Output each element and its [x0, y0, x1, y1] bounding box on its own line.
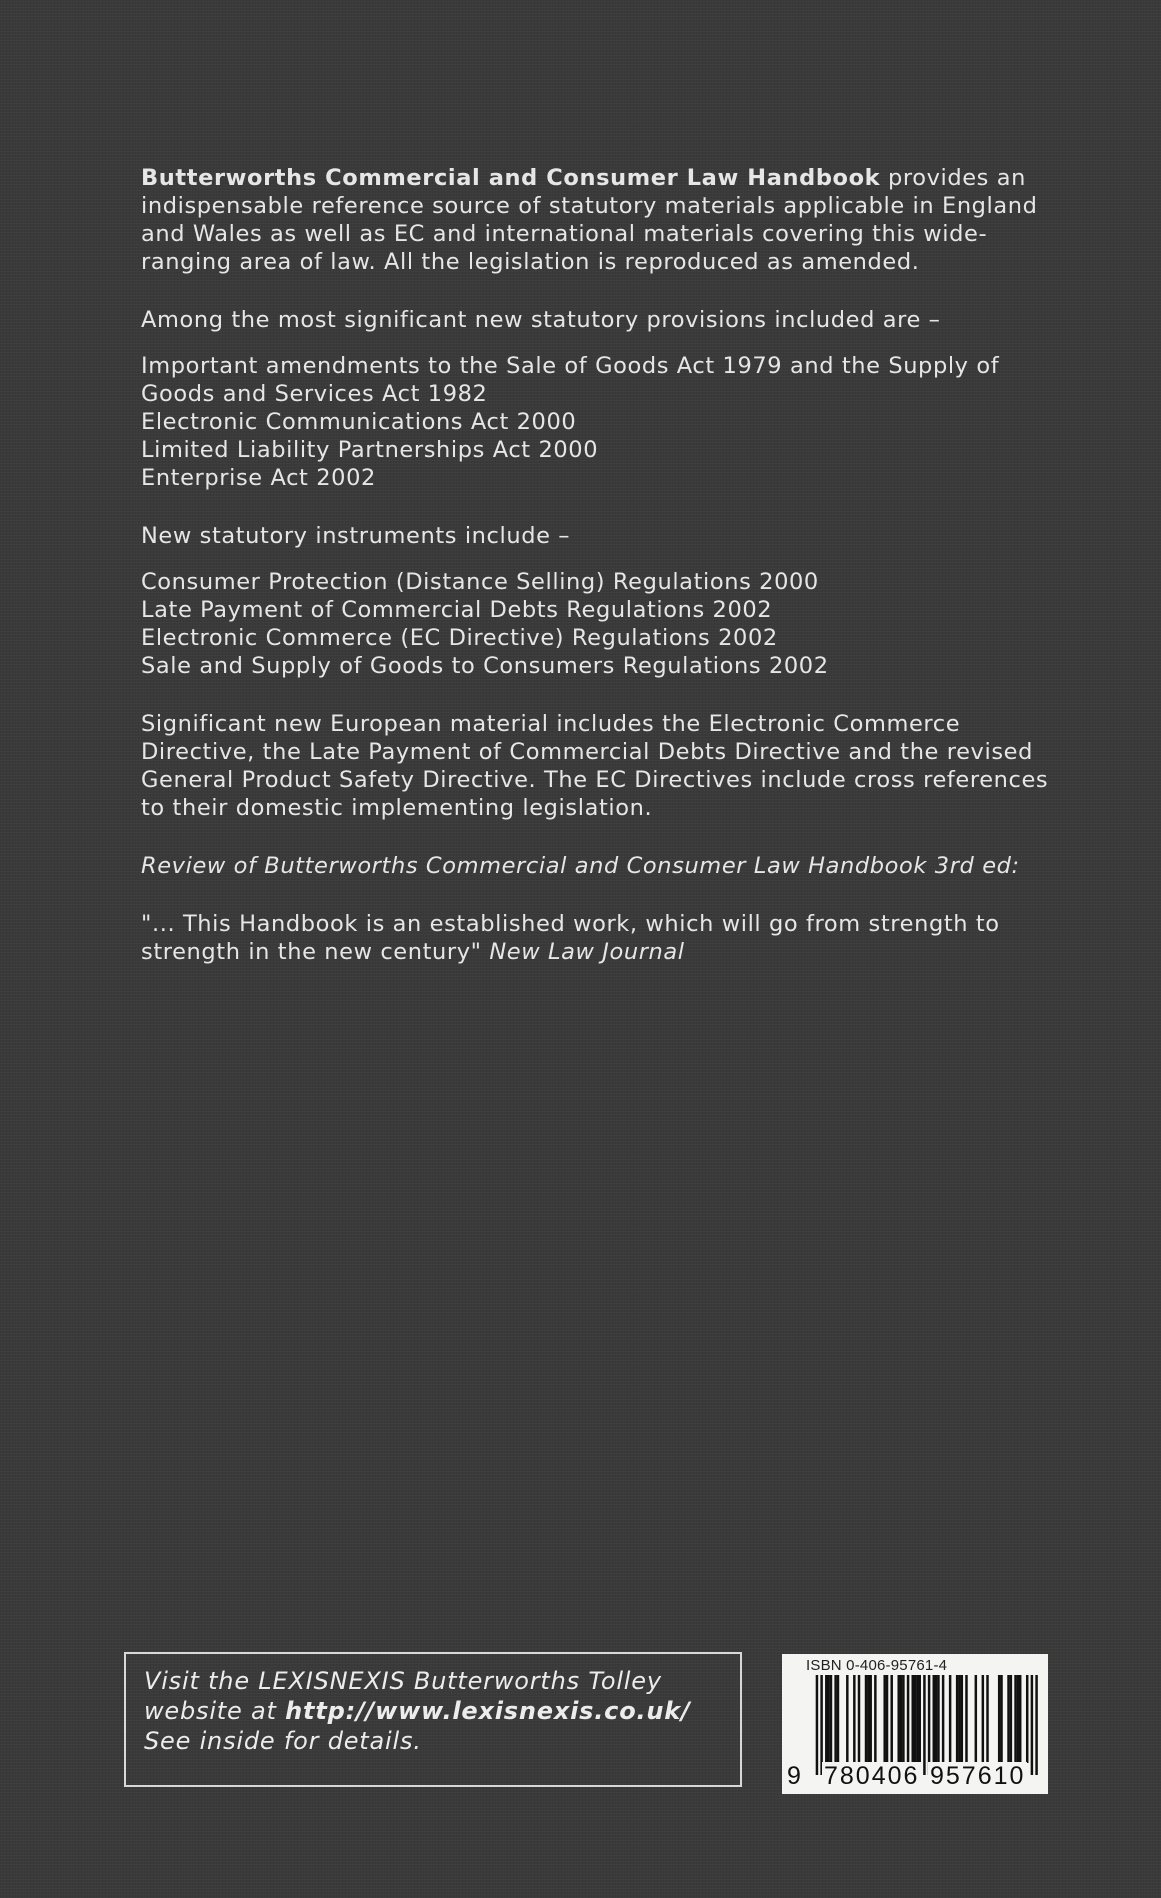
statutory-list — [141, 352, 1061, 492]
book-title: Butterworths Commercial and Consumer Law Handbook — [141, 165, 881, 191]
barcode-bar — [830, 1675, 832, 1763]
barcode-bar — [867, 1675, 869, 1763]
barcode-bar — [935, 1675, 937, 1763]
barcode-bar — [986, 1675, 988, 1763]
promo-line-2 — [144, 1696, 722, 1726]
barcode-bar — [975, 1675, 977, 1763]
ean-first-digit: 9 — [787, 1762, 803, 1790]
barcode-bar — [928, 1675, 930, 1775]
barcode-bar — [858, 1675, 860, 1763]
barcode-bar — [883, 1675, 885, 1763]
barcode-bar — [956, 1675, 958, 1763]
barcode-bar — [846, 1675, 848, 1763]
barcode-bar — [919, 1675, 921, 1763]
website-link[interactable]: http://www.lexisnexis.co.uk/ — [285, 1697, 691, 1725]
blurb-text — [141, 164, 1061, 966]
barcode-bar — [916, 1675, 918, 1763]
barcode-bar — [1035, 1675, 1037, 1775]
barcode-bar — [827, 1675, 829, 1763]
barcode-bar — [1007, 1675, 1009, 1763]
list-item: Limited Liability Partnerships Act 2000 — [141, 437, 599, 463]
list-item: Late Payment of Commercial Debts Regulations 2002 — [141, 597, 773, 623]
barcode-bar — [958, 1675, 960, 1763]
ean-left-digits: 780406 — [824, 1762, 920, 1790]
barcode-bar — [900, 1675, 902, 1763]
barcode-bar — [907, 1675, 909, 1763]
list-item: Sale and Supply of Goods to Consumers Regulations 2002 — [141, 653, 829, 679]
european-paragraph: Significant new European material includes the Electronic Commerce Directive, the Late Payment of Commercial Debts Directive and the revised General Product Safety Directive. The EC Directives include cross references to their domestic implementing legislation. — [141, 711, 1049, 821]
list-item: Electronic Commerce (EC Directive) Regulations 2002 — [141, 625, 778, 651]
instruments-heading: New statutory instruments include – — [141, 523, 571, 549]
barcode-bar — [865, 1675, 867, 1763]
intro-paragraph — [141, 164, 1061, 276]
barcode-bar — [961, 1675, 963, 1763]
ean-right-digits: 957610 — [930, 1762, 1026, 1790]
review-quote — [141, 910, 1061, 966]
barcode-bar — [853, 1675, 855, 1763]
barcode-bar — [949, 1675, 951, 1763]
barcode-bar — [834, 1675, 836, 1763]
website-promo-box — [124, 1652, 742, 1787]
list-item: Electronic Communications Act 2000 — [141, 409, 577, 435]
ean-digits — [782, 1762, 1048, 1792]
barcode-bar — [1000, 1675, 1002, 1763]
barcode-bar — [912, 1675, 914, 1763]
promo-line-3: See inside for details. — [144, 1727, 422, 1755]
instruments-list — [141, 568, 1061, 680]
barcode-bar — [914, 1675, 916, 1763]
barcode-bar — [1031, 1675, 1033, 1775]
barcode-bar — [890, 1675, 892, 1763]
quote-source: New Law Journal — [489, 939, 685, 965]
statutory-heading: Among the most significant new statutory provisions included are – — [141, 307, 941, 333]
barcode-bar — [1019, 1675, 1021, 1763]
barcode-bar — [1010, 1675, 1012, 1763]
list-item: Consumer Protection (Distance Selling) Regulations 2000 — [141, 569, 819, 595]
barcode-bar — [825, 1675, 827, 1763]
barcode-bar — [942, 1675, 944, 1763]
barcode-bar — [886, 1675, 888, 1763]
barcode — [782, 1654, 1048, 1794]
barcode-bar — [982, 1675, 984, 1763]
list-item: Enterprise Act 2002 — [141, 465, 376, 491]
barcode-bar — [837, 1675, 839, 1763]
list-item: Important amendments to the Sale of Goods Act 1979 and the Supply of Goods and Services Act 1982 — [141, 353, 1000, 407]
quote-text: "... This Handbook is an established work, which will go from strength to strength in the new century" — [141, 911, 1000, 965]
barcode-bar — [820, 1675, 822, 1775]
barcode-bar — [869, 1675, 871, 1763]
barcode-bar — [965, 1675, 967, 1763]
isbn-label: ISBN 0-406-95761-4 — [806, 1657, 948, 1674]
intro-text: provides an indispensable reference source of statutory materials applicable in England and Wales as well as EC and international materials covering this wide-ranging area of law. All the legislation is reproduced as amended. — [141, 165, 1038, 275]
review-heading: Review of Butterworths Commercial and Consumer Law Handbook 3rd ed: — [141, 853, 1020, 879]
barcode-bar — [897, 1675, 899, 1763]
barcode-bar — [1026, 1675, 1028, 1763]
barcode-bar — [923, 1675, 925, 1775]
barcode-bar — [874, 1675, 876, 1763]
barcode-bar — [937, 1675, 939, 1763]
barcode-bar — [816, 1675, 818, 1775]
barcode-bar — [1014, 1675, 1016, 1763]
barcode-bar — [998, 1675, 1000, 1763]
barcode-bar — [1017, 1675, 1019, 1763]
barcode-bar — [933, 1675, 935, 1763]
barcode-bars — [790, 1675, 1040, 1775]
promo-line-1: Visit the LEXISNEXIS Butterworths Tolley — [144, 1667, 662, 1695]
barcode-bar — [902, 1675, 904, 1763]
promo-prefix: website at — [144, 1697, 286, 1725]
